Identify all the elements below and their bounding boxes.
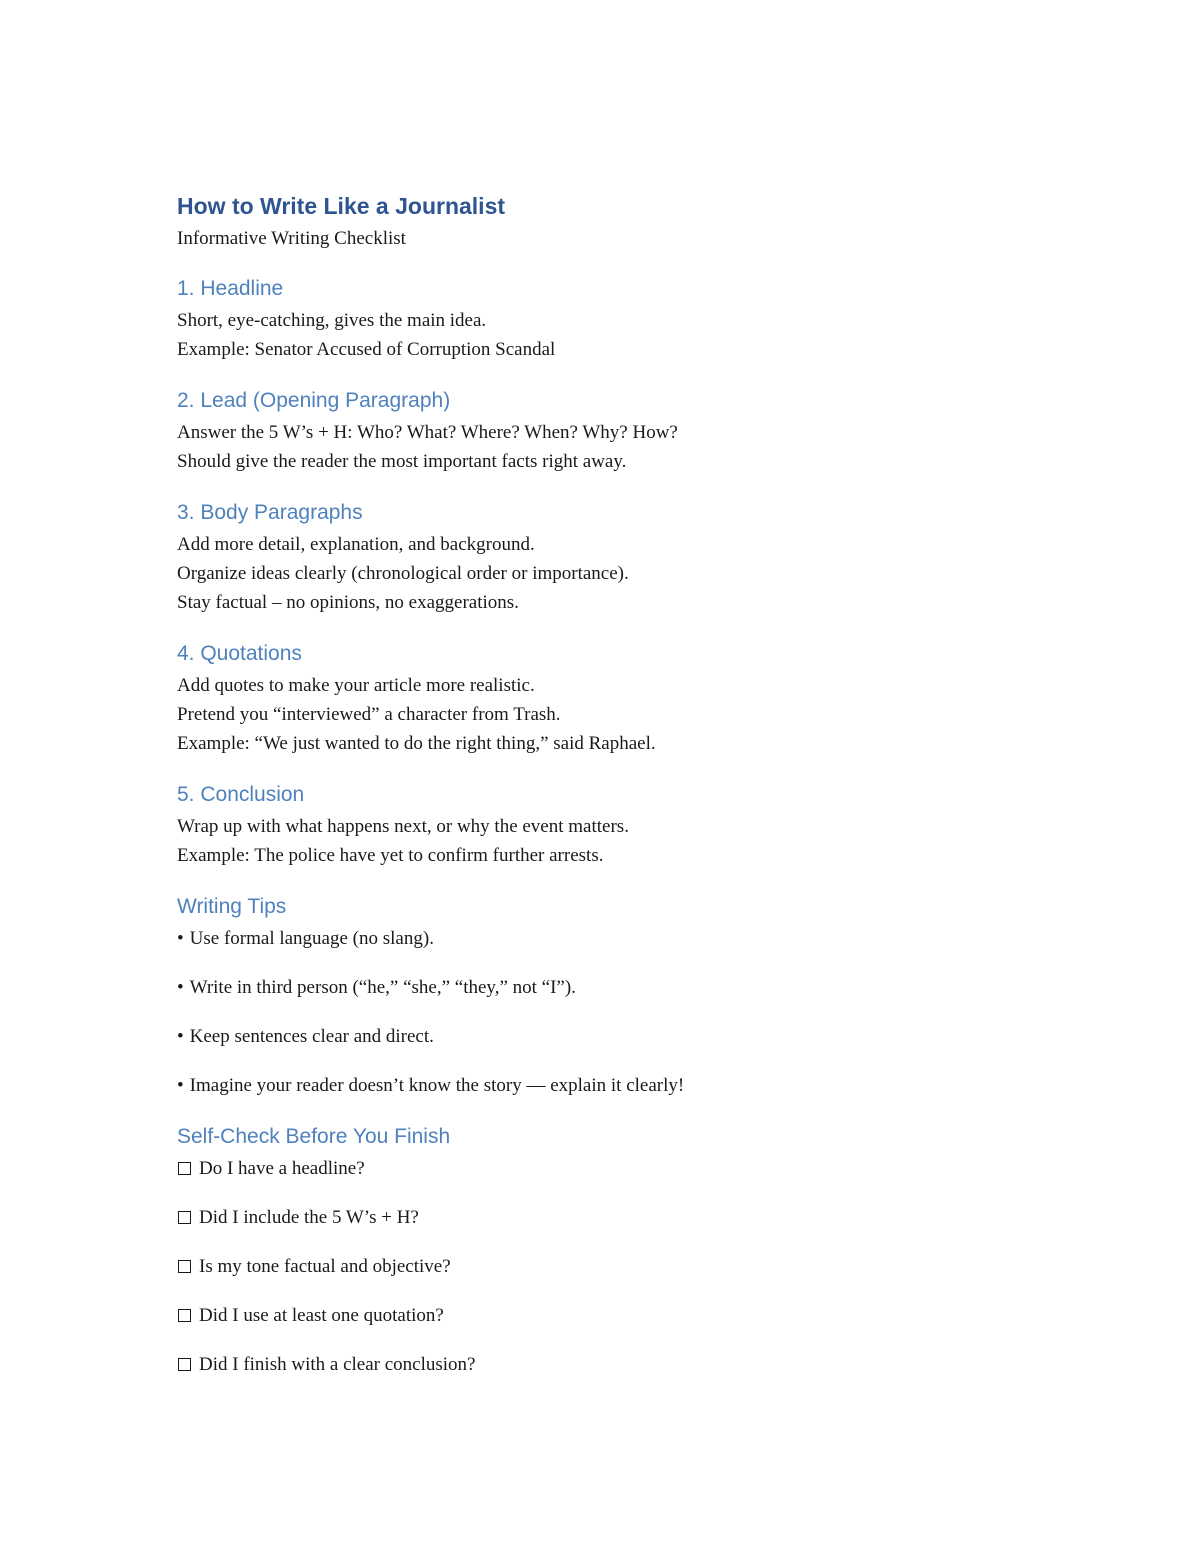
section-headline [177,274,1077,364]
section-heading: 5. Conclusion [177,783,305,806]
section-line: Should give the reader the most important facts right away. [177,451,627,472]
bullet-icon: • [177,977,184,998]
checkbox-icon [178,1309,191,1322]
section-self-check [177,1122,1077,1379]
section-quotations [177,639,1077,758]
checkbox-icon [178,1211,191,1224]
section-conclusion [177,780,1077,870]
checkbox-icon [178,1162,191,1175]
section-line: Answer the 5 W’s + H: Who? What? Where? When? Why? How? [177,422,678,443]
tip-item [177,924,1077,953]
checklist-item [177,1301,1077,1330]
section-line: Pretend you “interviewed” a character from Trash. [177,704,561,725]
bullet-icon: • [177,928,184,949]
document-page [177,190,1077,1379]
checklist-text: Is my tone factual and objective? [199,1256,451,1277]
checklist-text: Did I finish with a clear conclusion? [199,1354,476,1375]
section-writing-tips [177,892,1077,1100]
tip-text: Keep sentences clear and direct. [189,1026,434,1047]
tip-item [177,1071,1077,1100]
checklist-text: Do I have a headline? [199,1158,365,1179]
checkbox-icon [178,1358,191,1371]
checkbox-icon [178,1260,191,1273]
section-heading: 2. Lead (Opening Paragraph) [177,389,451,412]
section-heading: 3. Body Paragraphs [177,501,363,524]
tip-text: Imagine your reader doesn’t know the story — explain it clearly! [189,1075,685,1096]
section-lead [177,386,1077,476]
tip-text: Use formal language (no slang). [189,928,434,949]
checklist-item [177,1252,1077,1281]
section-line: Example: Senator Accused of Corruption Scandal [177,339,556,360]
section-line: Stay factual – no opinions, no exaggerations. [177,592,519,613]
section-heading: Writing Tips [177,895,287,918]
bullet-icon: • [177,1075,184,1096]
section-line: Add more detail, explanation, and background. [177,534,535,555]
section-line: Add quotes to make your article more realistic. [177,675,535,696]
bullet-icon: • [177,1026,184,1047]
section-heading: 1. Headline [177,277,284,300]
section-heading: Self-Check Before You Finish [177,1125,451,1148]
section-body-paragraphs [177,498,1077,617]
checklist-text: Did I include the 5 W’s + H? [199,1207,419,1228]
section-line: Example: “We just wanted to do the right thing,” said Raphael. [177,733,656,754]
tip-item [177,973,1077,1002]
document-subtitle: Informative Writing Checklist [177,228,406,249]
checklist-item [177,1154,1077,1183]
section-line: Short, eye-catching, gives the main idea. [177,310,487,331]
section-heading: 4. Quotations [177,642,302,665]
tip-text: Write in third person (“he,” “she,” “they,” not “I”). [189,977,576,998]
tip-item [177,1022,1077,1051]
section-line: Example: The police have yet to confirm further arrests. [177,845,604,866]
section-line: Organize ideas clearly (chronological order or importance). [177,563,629,584]
document-title: How to Write Like a Journalist [177,193,506,219]
checklist-item [177,1350,1077,1379]
checklist-item [177,1203,1077,1232]
section-line: Wrap up with what happens next, or why the event matters. [177,816,629,837]
checklist-text: Did I use at least one quotation? [199,1305,444,1326]
